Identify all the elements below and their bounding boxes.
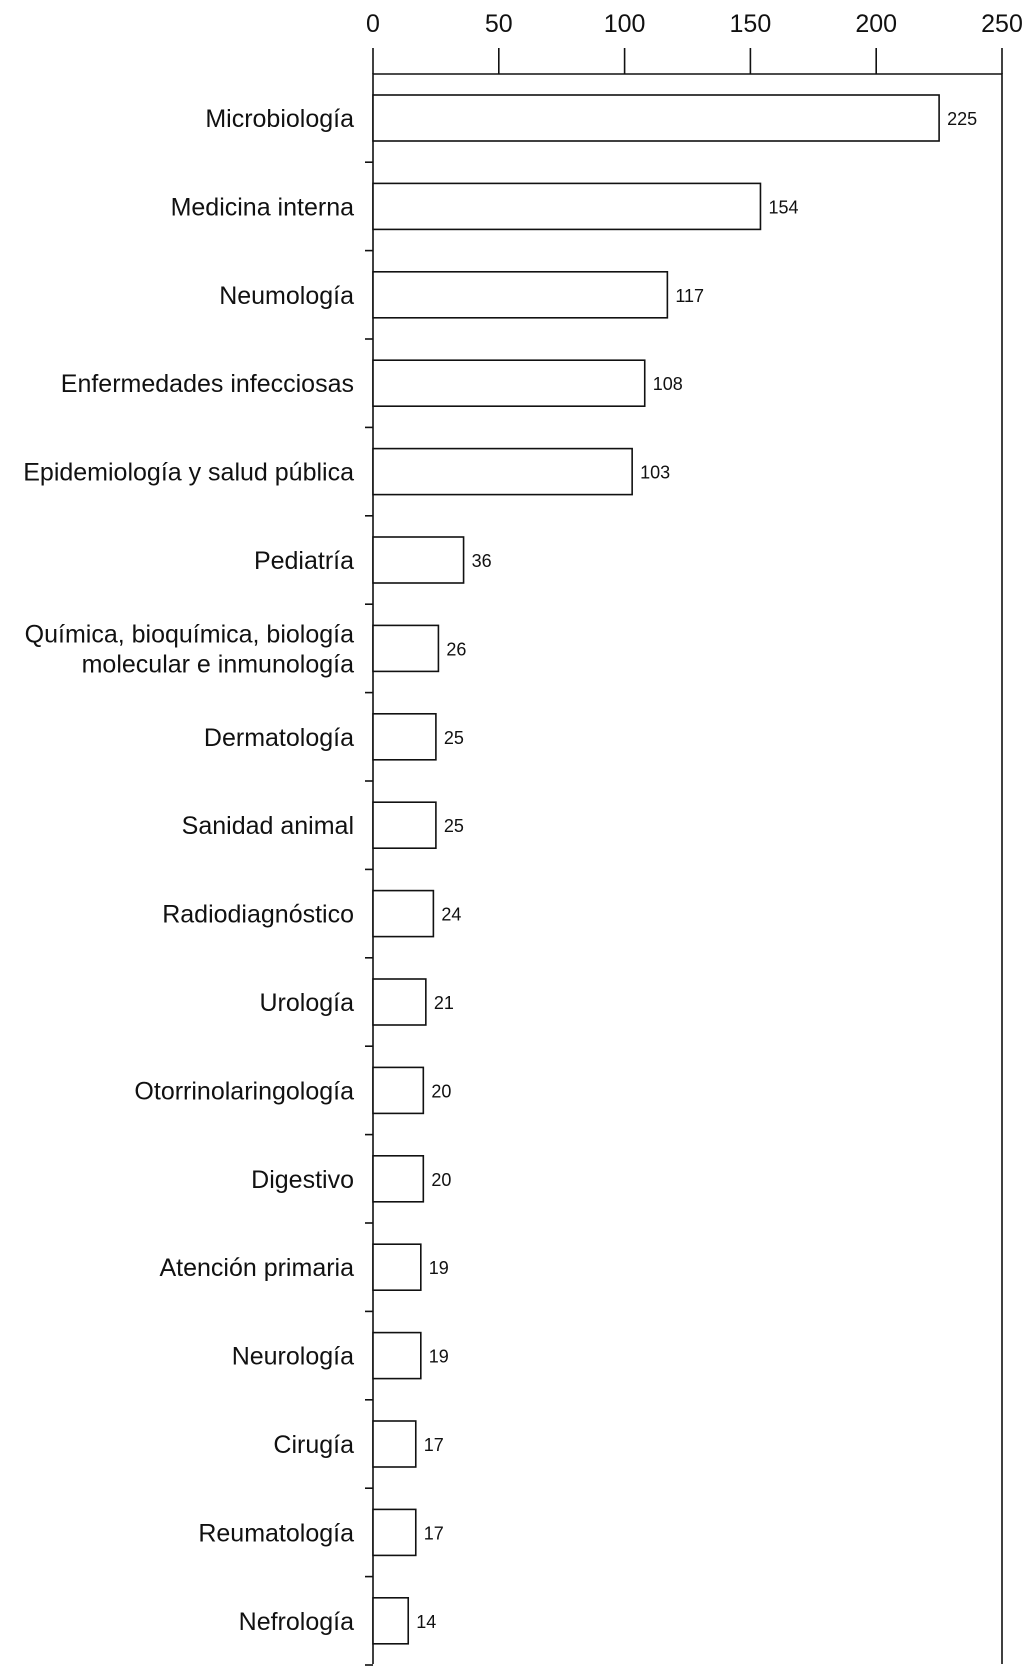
category-label (159, 1254, 354, 1282)
category-label (198, 1519, 354, 1547)
bar (373, 95, 939, 141)
category-label-line: Cirugía (273, 1431, 354, 1459)
bar (373, 272, 667, 318)
category-label-line: Microbiología (205, 105, 354, 133)
bar (373, 1509, 416, 1555)
category-label-line: Neurología (231, 1342, 354, 1371)
category-label-line: Reumatología (198, 1519, 354, 1548)
category-label (205, 105, 354, 133)
category-label-line: Urología (259, 989, 354, 1017)
data-label: 154 (768, 197, 799, 218)
category-label-line: Pediatría (253, 547, 354, 575)
bar (373, 537, 464, 583)
category-label (232, 1343, 354, 1371)
x-tick-label: 50 (484, 10, 513, 38)
data-label: 21 (433, 993, 454, 1013)
category-label (23, 459, 354, 487)
category-label-line: molecular e inmunología (81, 650, 354, 679)
category-label-line: Sanidad animal (181, 812, 354, 841)
bar (373, 449, 632, 495)
category-label-line: Digestivo (251, 1165, 354, 1194)
category-label (25, 620, 354, 678)
category-label (254, 547, 354, 575)
data-label: 25 (443, 727, 464, 748)
category-label (260, 989, 355, 1017)
x-tick-label: 0 (366, 10, 380, 38)
category-label-line: Otorrinolaringología (134, 1077, 354, 1106)
category-label (239, 1608, 354, 1636)
x-tick-label: 100 (603, 10, 646, 38)
data-label: 103 (640, 462, 671, 483)
data-label: 26 (446, 639, 467, 660)
bar (373, 183, 760, 229)
bar (373, 1333, 421, 1379)
category-label-line: Neumología (219, 281, 354, 310)
bar (373, 714, 436, 760)
category-label (273, 1431, 354, 1459)
data-label: 117 (675, 285, 705, 306)
chart-bars (373, 95, 939, 1644)
data-label: 19 (428, 1346, 449, 1367)
data-label: 24 (441, 904, 462, 925)
bar (373, 1156, 423, 1202)
bar (373, 360, 645, 406)
category-label (162, 901, 354, 929)
bar (373, 891, 433, 937)
chart-labels (23, 105, 977, 1636)
category-label-line: Medicina interna (170, 193, 354, 222)
category-label (134, 1077, 354, 1105)
category-label-line: Enfermedades infecciosas (60, 370, 354, 399)
data-label: 20 (431, 1169, 452, 1190)
data-label: 108 (652, 374, 683, 395)
category-label (204, 724, 354, 752)
category-label-line: Epidemiología y salud pública (23, 458, 354, 487)
x-tick-label: 200 (855, 10, 898, 38)
category-label-line: Química, bioquímica, biología (24, 620, 354, 649)
bar (373, 1598, 408, 1644)
data-label: 36 (471, 551, 492, 571)
data-label: 17 (423, 1523, 444, 1544)
data-label: 17 (423, 1435, 444, 1455)
category-label-line: Nefrología (238, 1607, 354, 1636)
category-label (219, 282, 354, 310)
bar (373, 1067, 423, 1113)
category-label-line: Radiodiagnóstico (162, 900, 354, 929)
category-label (251, 1166, 354, 1194)
bar (373, 802, 436, 848)
category-label-line: Dermatología (203, 723, 354, 752)
category-label (171, 193, 355, 221)
data-label: 225 (947, 109, 978, 129)
category-label (61, 370, 354, 398)
x-tick-label: 150 (729, 10, 772, 38)
bar (373, 1421, 416, 1467)
data-label: 25 (443, 816, 464, 837)
category-label-line: Atención primaria (159, 1254, 354, 1283)
x-tick-label: 250 (981, 10, 1023, 38)
data-label: 19 (428, 1258, 449, 1279)
category-label (182, 812, 354, 840)
chart-axes (365, 10, 1023, 1665)
data-label: 20 (431, 1081, 452, 1102)
data-label: 14 (416, 1611, 437, 1632)
bar (373, 1244, 421, 1290)
bar (373, 979, 426, 1025)
bar (373, 625, 438, 671)
